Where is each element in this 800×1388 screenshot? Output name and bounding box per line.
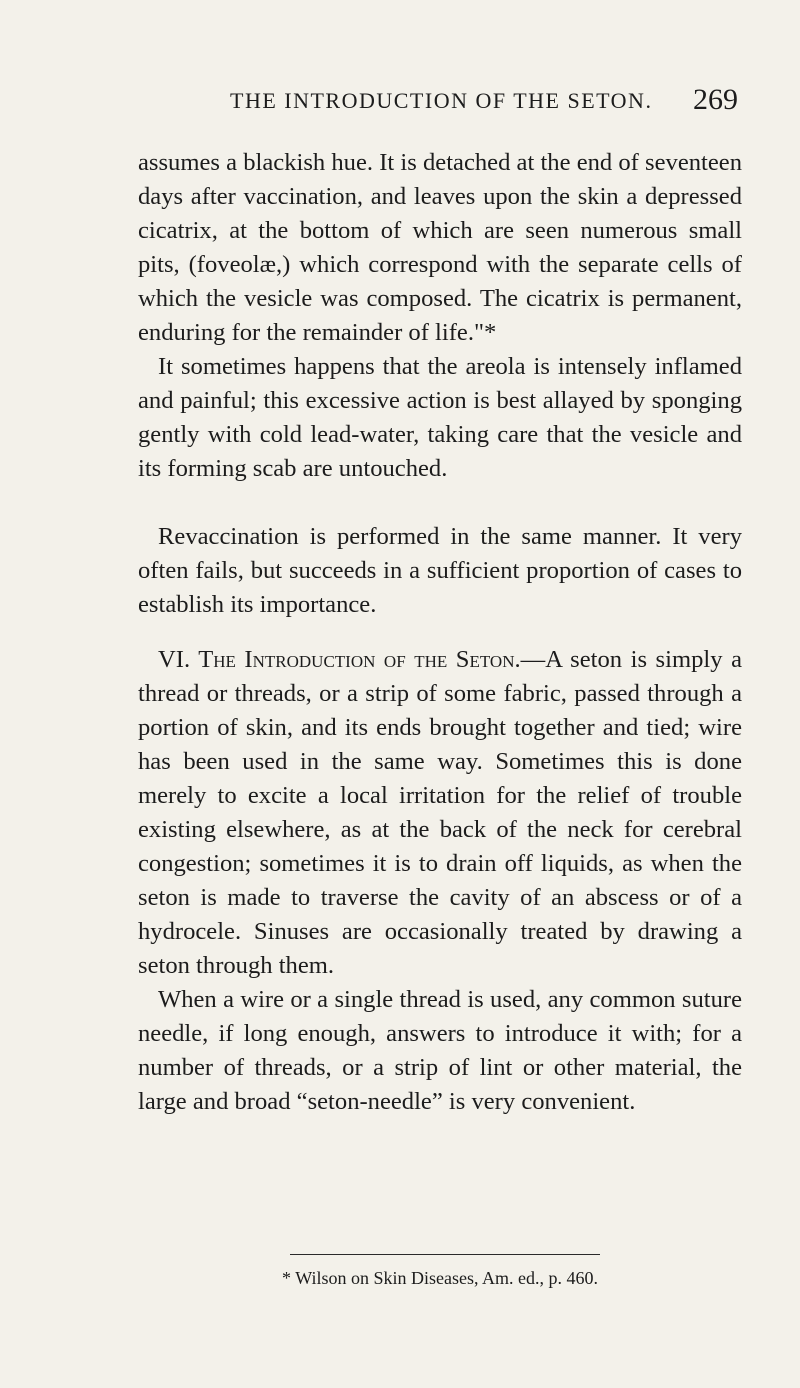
page-number: 269 (693, 83, 738, 116)
paragraph-seton-needle: When a wire or a single thread is used, any common suture needle, if long enough, answers to introduce it with; for a number of threads, or a strip of lint or other material, the large and broad “seton-needle” is very convenient. (138, 986, 742, 1115)
body-text (138, 146, 742, 1119)
seton-definition-text: A seton is simply a thread or threads, or a strip of some fabric, passed through a portion of skin, and its ends brought together and tied; wire has been used in the same way. Sometimes this is done merely to excite a local irritation for the relief of trouble existing elsewhere, as at the back of the neck for cerebral congestion; sometimes it is to drain off liquids, as when the seton is made to traverse the cavity of an abscess or of a hydrocele. Sinuses are occasionally treated by drawing a seton through them. (138, 646, 742, 979)
paragraph-revaccination: Revaccination is performed in the same manner. It very often fails, but succeeds in a sufficient proportion of cases to establish its importance. (138, 523, 742, 618)
running-header (140, 83, 740, 116)
footnote-divider (290, 1254, 600, 1255)
footnote: * Wilson on Skin Diseases, Am. ed., p. 460. (282, 1268, 598, 1288)
paragraph-seton-definition (138, 643, 742, 983)
paragraph-areola-inflamed: It sometimes happens that the areola is intensely inflamed and painful; this excessive action is best allayed by sponging gently with cold lead-water, taking care that the vesicle and its forming scab are untouched. (138, 353, 742, 482)
running-title: THE INTRODUCTION OF THE SETON. (230, 88, 653, 113)
paragraph-vaccine-scab: assumes a blackish hue. It is detached at the end of seventeen days after vaccination, and leaves upon the skin a depressed cicatrix, at the bottom of which are seen numerous small pits, (foveolæ,) which correspond with the separate cells of which the vesicle was composed. The cicatrix is permanent, enduring for the remainder of life."* (138, 149, 742, 346)
section-heading: VI. The Introduction of the Seton.— (158, 646, 546, 673)
